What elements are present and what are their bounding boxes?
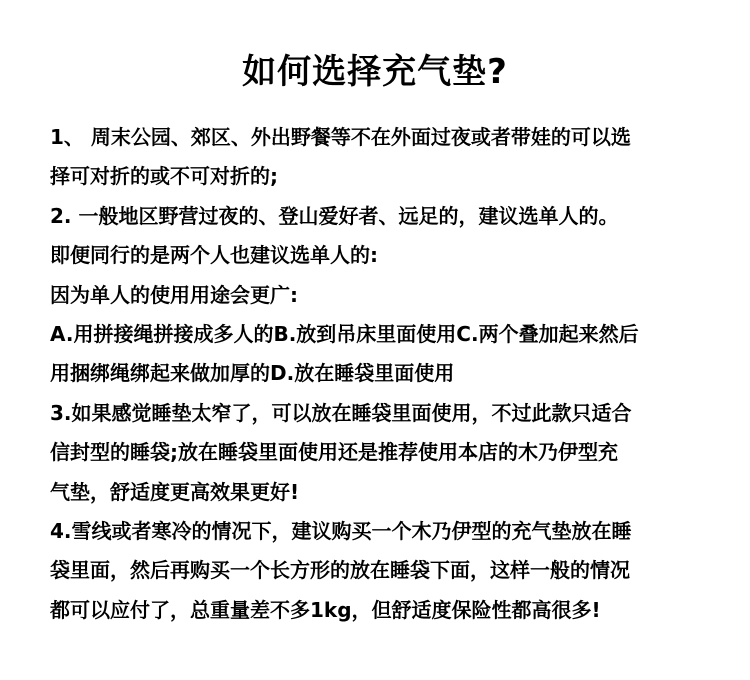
text-line: 4.雪线或者寒冷的情况下，建议购买一个木乃伊型的充气垫放在睡 <box>50 518 632 543</box>
text-line: 3.如果感觉睡垫太窄了，可以放在睡袋里面使用，不过此款只适合 <box>50 400 632 425</box>
text-line: 即便同行的是两个人也建议选单人的: <box>50 243 378 268</box>
text-line: 择可对折的或不可对折的; <box>50 164 278 189</box>
page-title: 如何选择充气垫? <box>242 52 508 92</box>
text-line: 气垫，舒适度更高效果更好! <box>50 479 300 504</box>
text-line: 都可以应付了，总重量差不多1kg，但舒适度保险性都高很多! <box>50 597 601 622</box>
text-line: 因为单人的使用用途会更广: <box>50 282 298 307</box>
text-line: A.用拼接绳拼接成多人的B.放到吊床里面使用C.两个叠加起来然后 <box>50 321 639 346</box>
text-line: 2. 一般地区野营过夜的、登山爱好者、远足的，建议选单人的。 <box>50 203 619 228</box>
text-line: 信封型的睡袋;放在睡袋里面使用还是推荐使用本店的木乃伊型充 <box>50 440 618 465</box>
text-line: 用捆绑绳绑起来做加厚的D.放在睡袋里面使用 <box>50 361 455 386</box>
text-line: 袋里面，然后再购买一个长方形的放在睡袋下面，这样一般的情况 <box>50 558 630 583</box>
article-body <box>50 118 715 630</box>
text-line: 1、 周末公园、郊区、外出野餐等不在外面过夜或者带娃的可以选 <box>50 125 631 149</box>
